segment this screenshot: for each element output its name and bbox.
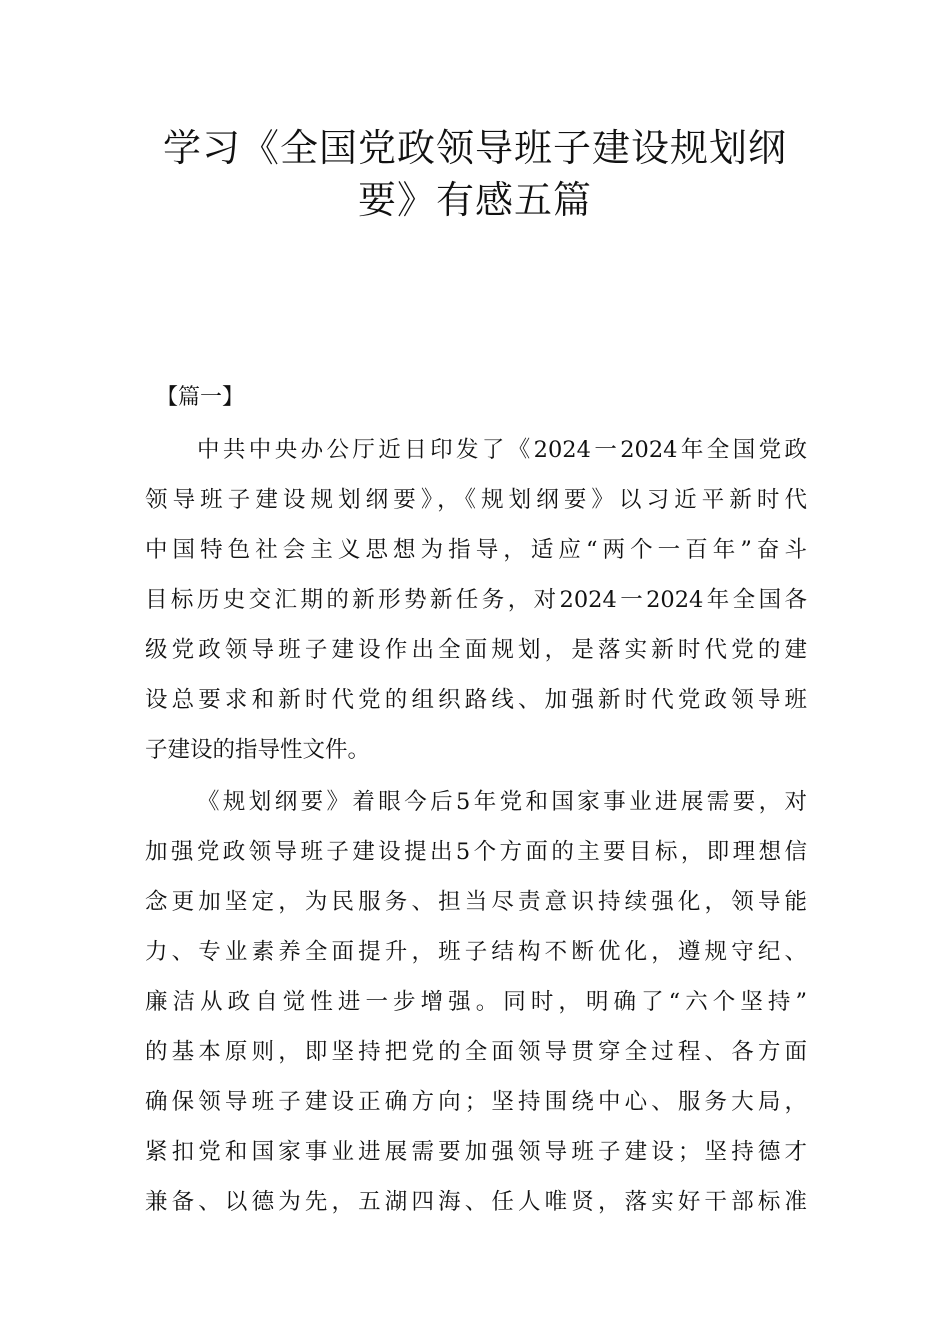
text-line: 中共中央办公厅近日印发了《2024一2024年全国党政 bbox=[197, 437, 807, 463]
text-line: 中国特色社会主义思想为指导，适应“两个一百年”奋斗 bbox=[145, 537, 807, 563]
text-line: 廉洁从政自觉性进一步增强。同时，明确了“六个坚持” bbox=[145, 989, 807, 1015]
text-line: 紧扣党和国家事业进展需要加强领导班子建设；坚持德才 bbox=[145, 1139, 807, 1165]
body-text bbox=[145, 425, 807, 1229]
text-line: 力、专业素养全面提升，班子结构不断优化，遵规守纪、 bbox=[145, 939, 807, 965]
text-line: 目标历史交汇期的新形势新任务，对2024一2024年全国各 bbox=[145, 587, 807, 613]
document-title bbox=[0, 122, 950, 226]
text-line: 确保领导班子建设正确方向；坚持围绕中心、服务大局， bbox=[145, 1089, 807, 1115]
text-line: 《规划纲要》着眼今后5年党和国家事业进展需要，对 bbox=[197, 789, 807, 815]
title-line-2: 要》有感五篇 bbox=[357, 178, 592, 222]
text-line: 的基本原则，即坚持把党的全面领导贯穿全过程、各方面 bbox=[145, 1039, 807, 1065]
text-line: 级党政领导班子建设作出全面规划，是落实新时代党的建 bbox=[145, 637, 807, 663]
paragraph-1 bbox=[145, 425, 807, 775]
paragraph-2 bbox=[145, 777, 807, 1227]
text-line: 兼备、以德为先，五湖四海、任人唯贤，落实好干部标准 bbox=[145, 1189, 807, 1215]
text-line: 加强党政领导班子建设提出5个方面的主要目标，即理想信 bbox=[145, 839, 807, 865]
text-line: 子建设的指导性文件。 bbox=[145, 737, 371, 763]
title-line-1: 学习《全国党政领导班子建设规划纲 bbox=[162, 126, 787, 170]
text-line: 念更加坚定，为民服务、担当尽责意识持续强化，领导能 bbox=[145, 889, 807, 915]
text-line: 设总要求和新时代党的组织路线、加强新时代党政领导班 bbox=[145, 687, 807, 713]
text-line: 领导班子建设规划纲要》，《规划纲要》以习近平新时代 bbox=[145, 487, 807, 513]
section-label: 【篇一】 bbox=[156, 385, 245, 410]
